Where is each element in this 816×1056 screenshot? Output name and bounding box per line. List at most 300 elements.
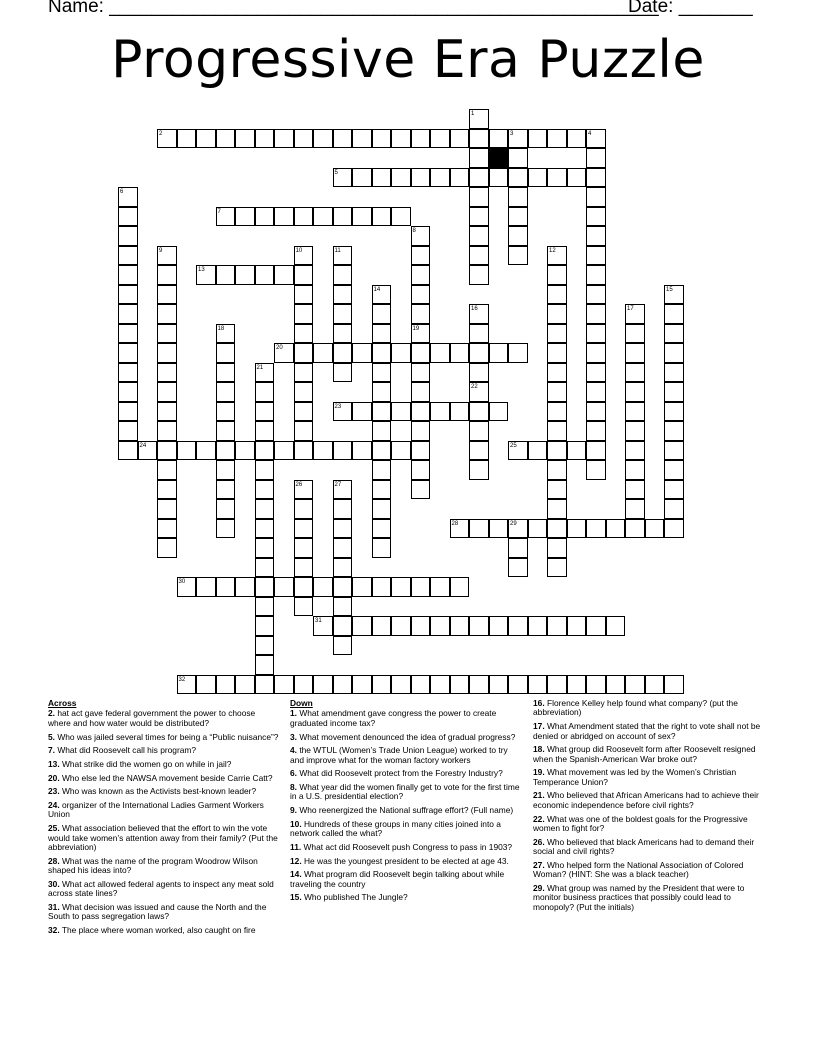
- grid-cell[interactable]: [664, 519, 684, 539]
- grid-cell[interactable]: [294, 441, 314, 461]
- grid-cell[interactable]: [411, 675, 431, 695]
- grid-cell[interactable]: [664, 675, 684, 695]
- grid-cell[interactable]: [489, 402, 509, 422]
- grid-cell[interactable]: [567, 675, 587, 695]
- grid-cell[interactable]: [469, 460, 489, 480]
- grid-cell[interactable]: [333, 441, 353, 461]
- grid-cell[interactable]: [625, 460, 645, 480]
- grid-cell[interactable]: [469, 129, 489, 149]
- grid-cell[interactable]: [157, 402, 177, 422]
- grid-cell[interactable]: [294, 285, 314, 305]
- grid-cell[interactable]: [352, 207, 372, 227]
- grid-cell[interactable]: [528, 519, 548, 539]
- grid-cell[interactable]: [235, 577, 255, 597]
- grid-cell[interactable]: [235, 129, 255, 149]
- grid-cell[interactable]: [118, 246, 138, 266]
- grid-cell[interactable]: [177, 675, 197, 695]
- grid-cell[interactable]: [411, 441, 431, 461]
- grid-cell[interactable]: [489, 616, 509, 636]
- grid-cell[interactable]: [255, 441, 275, 461]
- grid-cell[interactable]: [625, 382, 645, 402]
- grid-cell[interactable]: [469, 519, 489, 539]
- grid-cell[interactable]: [411, 402, 431, 422]
- grid-cell[interactable]: [391, 441, 411, 461]
- grid-cell[interactable]: [157, 246, 177, 266]
- grid-cell[interactable]: [469, 109, 489, 129]
- grid-cell[interactable]: [118, 324, 138, 344]
- grid-cell[interactable]: [411, 129, 431, 149]
- grid-cell[interactable]: [255, 363, 275, 383]
- grid-cell[interactable]: [567, 616, 587, 636]
- grid-cell[interactable]: [567, 519, 587, 539]
- grid-cell[interactable]: [547, 616, 567, 636]
- grid-cell[interactable]: [255, 577, 275, 597]
- grid-cell[interactable]: [547, 441, 567, 461]
- grid-cell[interactable]: [528, 129, 548, 149]
- grid-cell[interactable]: [411, 421, 431, 441]
- grid-cell[interactable]: [255, 675, 275, 695]
- grid-cell[interactable]: [664, 343, 684, 363]
- grid-cell[interactable]: [118, 441, 138, 461]
- grid-cell[interactable]: [664, 441, 684, 461]
- grid-cell[interactable]: [255, 597, 275, 617]
- grid-cell[interactable]: [118, 207, 138, 227]
- grid-cell[interactable]: [547, 168, 567, 188]
- grid-cell[interactable]: [625, 421, 645, 441]
- grid-cell[interactable]: [625, 363, 645, 383]
- grid-cell[interactable]: [352, 577, 372, 597]
- grid-cell[interactable]: [333, 616, 353, 636]
- grid-cell[interactable]: [508, 441, 528, 461]
- grid-cell[interactable]: [625, 304, 645, 324]
- grid-cell[interactable]: [274, 129, 294, 149]
- grid-cell[interactable]: [372, 363, 392, 383]
- grid-cell[interactable]: [294, 519, 314, 539]
- grid-cell[interactable]: [450, 129, 470, 149]
- grid-cell[interactable]: [313, 616, 333, 636]
- grid-cell[interactable]: [216, 324, 236, 344]
- grid-cell[interactable]: [469, 343, 489, 363]
- grid-cell[interactable]: [411, 363, 431, 383]
- grid-cell[interactable]: [177, 129, 197, 149]
- grid-cell[interactable]: [586, 129, 606, 149]
- grid-cell[interactable]: [450, 675, 470, 695]
- grid-cell[interactable]: [333, 324, 353, 344]
- grid-cell[interactable]: [372, 499, 392, 519]
- grid-cell[interactable]: [528, 441, 548, 461]
- grid-cell[interactable]: [586, 226, 606, 246]
- grid-cell[interactable]: [411, 616, 431, 636]
- grid-cell[interactable]: [255, 655, 275, 675]
- grid-cell[interactable]: [469, 324, 489, 344]
- grid-cell[interactable]: [625, 441, 645, 461]
- grid-cell[interactable]: [450, 402, 470, 422]
- grid-cell[interactable]: [469, 421, 489, 441]
- grid-cell[interactable]: [528, 168, 548, 188]
- grid-cell[interactable]: [586, 168, 606, 188]
- grid-cell[interactable]: [411, 265, 431, 285]
- grid-cell[interactable]: [547, 499, 567, 519]
- grid-cell[interactable]: [274, 207, 294, 227]
- grid-cell[interactable]: [118, 363, 138, 383]
- grid-cell[interactable]: [372, 402, 392, 422]
- grid-cell[interactable]: [372, 460, 392, 480]
- grid-cell[interactable]: [157, 129, 177, 149]
- grid-cell[interactable]: [352, 616, 372, 636]
- grid-cell[interactable]: [157, 324, 177, 344]
- grid-cell[interactable]: [508, 129, 528, 149]
- grid-cell[interactable]: [118, 285, 138, 305]
- grid-cell[interactable]: [274, 265, 294, 285]
- grid-cell[interactable]: [333, 538, 353, 558]
- grid-cell[interactable]: [216, 363, 236, 383]
- grid-cell[interactable]: [508, 675, 528, 695]
- grid-cell[interactable]: [352, 168, 372, 188]
- grid-cell[interactable]: [216, 421, 236, 441]
- grid-cell[interactable]: [430, 168, 450, 188]
- grid-cell[interactable]: [489, 168, 509, 188]
- grid-cell[interactable]: [196, 577, 216, 597]
- grid-cell[interactable]: [372, 577, 392, 597]
- grid-cell[interactable]: [333, 480, 353, 500]
- grid-cell[interactable]: [294, 343, 314, 363]
- grid-cell[interactable]: [294, 421, 314, 441]
- grid-cell[interactable]: [118, 187, 138, 207]
- grid-cell[interactable]: [391, 616, 411, 636]
- grid-cell[interactable]: [294, 402, 314, 422]
- grid-cell[interactable]: [372, 207, 392, 227]
- grid-cell[interactable]: [157, 421, 177, 441]
- grid-cell[interactable]: [606, 616, 626, 636]
- grid-cell[interactable]: [372, 343, 392, 363]
- grid-cell[interactable]: [508, 519, 528, 539]
- grid-cell[interactable]: [372, 538, 392, 558]
- grid-cell[interactable]: [586, 402, 606, 422]
- grid-cell[interactable]: [606, 519, 626, 539]
- grid-cell[interactable]: [411, 226, 431, 246]
- grid-cell[interactable]: [625, 675, 645, 695]
- grid-cell[interactable]: [586, 285, 606, 305]
- grid-cell[interactable]: [372, 168, 392, 188]
- grid-cell[interactable]: [216, 519, 236, 539]
- grid-cell[interactable]: [157, 285, 177, 305]
- grid-cell[interactable]: [586, 675, 606, 695]
- grid-cell[interactable]: [586, 207, 606, 227]
- grid-cell[interactable]: [255, 538, 275, 558]
- grid-cell[interactable]: [391, 168, 411, 188]
- grid-cell[interactable]: [664, 382, 684, 402]
- grid-cell[interactable]: [157, 441, 177, 461]
- grid-cell[interactable]: [333, 675, 353, 695]
- grid-cell[interactable]: [664, 304, 684, 324]
- grid-cell[interactable]: [294, 577, 314, 597]
- grid-cell[interactable]: [255, 402, 275, 422]
- grid-cell[interactable]: [586, 460, 606, 480]
- grid-cell[interactable]: [196, 129, 216, 149]
- grid-cell[interactable]: [411, 382, 431, 402]
- grid-cell[interactable]: [567, 441, 587, 461]
- grid-cell[interactable]: [177, 441, 197, 461]
- grid-cell[interactable]: [352, 343, 372, 363]
- grid-cell[interactable]: [313, 441, 333, 461]
- grid-cell[interactable]: [411, 480, 431, 500]
- grid-cell[interactable]: [313, 577, 333, 597]
- grid-cell[interactable]: [430, 675, 450, 695]
- grid-cell[interactable]: [352, 675, 372, 695]
- grid-cell[interactable]: [177, 577, 197, 597]
- grid-cell[interactable]: [216, 460, 236, 480]
- grid-cell[interactable]: [489, 343, 509, 363]
- grid-cell[interactable]: [255, 558, 275, 578]
- grid-cell[interactable]: [391, 129, 411, 149]
- grid-cell[interactable]: [586, 148, 606, 168]
- grid-cell[interactable]: [372, 285, 392, 305]
- grid-cell[interactable]: [255, 382, 275, 402]
- grid-cell[interactable]: [625, 343, 645, 363]
- grid-cell[interactable]: [216, 207, 236, 227]
- grid-cell[interactable]: [547, 343, 567, 363]
- grid-cell[interactable]: [216, 675, 236, 695]
- grid-cell[interactable]: [157, 363, 177, 383]
- grid-cell[interactable]: [157, 480, 177, 500]
- grid-cell[interactable]: [450, 577, 470, 597]
- grid-cell[interactable]: [664, 421, 684, 441]
- grid-cell[interactable]: [450, 168, 470, 188]
- grid-cell[interactable]: [586, 324, 606, 344]
- grid-cell[interactable]: [118, 382, 138, 402]
- grid-cell[interactable]: [547, 285, 567, 305]
- grid-cell[interactable]: [489, 129, 509, 149]
- grid-cell[interactable]: [450, 519, 470, 539]
- grid-cell[interactable]: [274, 343, 294, 363]
- grid-cell[interactable]: [352, 402, 372, 422]
- grid-cell[interactable]: [196, 675, 216, 695]
- grid-cell[interactable]: [372, 441, 392, 461]
- grid-cell[interactable]: [235, 265, 255, 285]
- grid-cell[interactable]: [430, 577, 450, 597]
- grid-cell[interactable]: [664, 285, 684, 305]
- grid-cell[interactable]: [372, 324, 392, 344]
- grid-cell[interactable]: [372, 519, 392, 539]
- grid-cell[interactable]: [216, 343, 236, 363]
- grid-cell[interactable]: [391, 675, 411, 695]
- grid-cell[interactable]: [333, 519, 353, 539]
- grid-cell[interactable]: [255, 519, 275, 539]
- grid-cell[interactable]: [157, 519, 177, 539]
- grid-cell[interactable]: [411, 577, 431, 597]
- grid-cell[interactable]: [508, 616, 528, 636]
- grid-cell[interactable]: [313, 675, 333, 695]
- grid-cell[interactable]: [430, 129, 450, 149]
- grid-cell[interactable]: [216, 441, 236, 461]
- grid-cell[interactable]: [118, 265, 138, 285]
- grid-cell[interactable]: [333, 265, 353, 285]
- grid-cell[interactable]: [469, 168, 489, 188]
- grid-cell[interactable]: [255, 616, 275, 636]
- grid-cell[interactable]: [489, 519, 509, 539]
- grid-cell[interactable]: [157, 460, 177, 480]
- grid-cell[interactable]: [372, 675, 392, 695]
- grid-cell[interactable]: [606, 675, 626, 695]
- grid-cell[interactable]: [586, 363, 606, 383]
- grid-cell[interactable]: [313, 343, 333, 363]
- grid-cell[interactable]: [216, 382, 236, 402]
- grid-cell[interactable]: [586, 265, 606, 285]
- grid-cell[interactable]: [664, 363, 684, 383]
- grid-cell[interactable]: [469, 304, 489, 324]
- grid-cell[interactable]: [138, 441, 158, 461]
- grid-cell[interactable]: [157, 382, 177, 402]
- grid-cell[interactable]: [586, 187, 606, 207]
- grid-cell[interactable]: [118, 343, 138, 363]
- grid-cell[interactable]: [469, 363, 489, 383]
- grid-cell[interactable]: [391, 207, 411, 227]
- grid-cell[interactable]: [625, 519, 645, 539]
- grid-cell[interactable]: [625, 499, 645, 519]
- name-field[interactable]: Name: ____________________________________________________: [48, 0, 659, 17]
- grid-cell[interactable]: [547, 675, 567, 695]
- grid-cell[interactable]: [547, 519, 567, 539]
- grid-cell[interactable]: [294, 363, 314, 383]
- grid-cell[interactable]: [294, 246, 314, 266]
- grid-cell[interactable]: [235, 207, 255, 227]
- grid-cell[interactable]: [508, 558, 528, 578]
- grid-cell[interactable]: [547, 324, 567, 344]
- grid-cell[interactable]: [333, 499, 353, 519]
- grid-cell[interactable]: [216, 265, 236, 285]
- grid-cell[interactable]: [372, 382, 392, 402]
- grid-cell[interactable]: [333, 285, 353, 305]
- grid-cell[interactable]: [547, 402, 567, 422]
- grid-cell[interactable]: [547, 363, 567, 383]
- grid-cell[interactable]: [372, 304, 392, 324]
- grid-cell[interactable]: [313, 129, 333, 149]
- grid-cell[interactable]: [508, 538, 528, 558]
- grid-cell[interactable]: [586, 616, 606, 636]
- grid-cell[interactable]: [333, 304, 353, 324]
- grid-cell[interactable]: [333, 363, 353, 383]
- grid-cell[interactable]: [411, 168, 431, 188]
- grid-cell[interactable]: [255, 265, 275, 285]
- grid-cell[interactable]: [255, 636, 275, 656]
- grid-cell[interactable]: [294, 499, 314, 519]
- grid-cell[interactable]: [352, 441, 372, 461]
- grid-cell[interactable]: [235, 441, 255, 461]
- grid-cell[interactable]: [645, 675, 665, 695]
- grid-cell[interactable]: [508, 226, 528, 246]
- grid-cell[interactable]: [294, 265, 314, 285]
- grid-cell[interactable]: [508, 207, 528, 227]
- grid-cell[interactable]: [508, 187, 528, 207]
- grid-cell[interactable]: [157, 343, 177, 363]
- grid-cell[interactable]: [333, 577, 353, 597]
- grid-cell[interactable]: [255, 460, 275, 480]
- grid-cell[interactable]: [411, 324, 431, 344]
- grid-cell[interactable]: [294, 207, 314, 227]
- grid-cell[interactable]: [157, 538, 177, 558]
- grid-cell[interactable]: [333, 246, 353, 266]
- grid-cell[interactable]: [567, 168, 587, 188]
- grid-cell[interactable]: [216, 480, 236, 500]
- grid-cell[interactable]: [216, 577, 236, 597]
- grid-cell[interactable]: [469, 246, 489, 266]
- grid-cell[interactable]: [313, 207, 333, 227]
- grid-cell[interactable]: [333, 343, 353, 363]
- grid-cell[interactable]: [547, 265, 567, 285]
- grid-cell[interactable]: [547, 382, 567, 402]
- grid-cell[interactable]: [508, 148, 528, 168]
- grid-cell[interactable]: [664, 460, 684, 480]
- grid-cell[interactable]: [411, 460, 431, 480]
- grid-cell[interactable]: [333, 597, 353, 617]
- grid-cell[interactable]: [196, 265, 216, 285]
- grid-cell[interactable]: [294, 382, 314, 402]
- grid-cell[interactable]: [430, 616, 450, 636]
- grid-cell[interactable]: [411, 343, 431, 363]
- grid-cell[interactable]: [333, 402, 353, 422]
- grid-cell[interactable]: [508, 168, 528, 188]
- grid-cell[interactable]: [547, 480, 567, 500]
- grid-cell[interactable]: [372, 129, 392, 149]
- grid-cell[interactable]: [294, 538, 314, 558]
- grid-cell[interactable]: [469, 616, 489, 636]
- grid-cell[interactable]: [157, 265, 177, 285]
- grid-cell[interactable]: [469, 226, 489, 246]
- grid-cell[interactable]: [333, 636, 353, 656]
- grid-cell[interactable]: [157, 499, 177, 519]
- grid-cell[interactable]: [547, 246, 567, 266]
- grid-cell[interactable]: [235, 675, 255, 695]
- grid-cell[interactable]: [391, 577, 411, 597]
- grid-cell[interactable]: [274, 577, 294, 597]
- grid-cell[interactable]: [469, 441, 489, 461]
- grid-cell[interactable]: [625, 480, 645, 500]
- grid-cell[interactable]: [586, 421, 606, 441]
- grid-cell[interactable]: [450, 616, 470, 636]
- grid-cell[interactable]: [547, 421, 567, 441]
- grid-cell[interactable]: [255, 207, 275, 227]
- grid-cell[interactable]: [469, 187, 489, 207]
- grid-cell[interactable]: [586, 382, 606, 402]
- grid-cell[interactable]: [196, 441, 216, 461]
- grid-cell[interactable]: [528, 616, 548, 636]
- grid-cell[interactable]: [411, 285, 431, 305]
- grid-cell[interactable]: [567, 129, 587, 149]
- grid-cell[interactable]: [547, 460, 567, 480]
- grid-cell[interactable]: [469, 148, 489, 168]
- grid-cell[interactable]: [216, 402, 236, 422]
- grid-cell[interactable]: [294, 675, 314, 695]
- grid-cell[interactable]: [255, 421, 275, 441]
- grid-cell[interactable]: [586, 246, 606, 266]
- grid-cell[interactable]: [586, 304, 606, 324]
- grid-cell[interactable]: [586, 519, 606, 539]
- grid-cell[interactable]: [255, 499, 275, 519]
- grid-cell[interactable]: [216, 129, 236, 149]
- grid-cell[interactable]: [333, 168, 353, 188]
- grid-cell[interactable]: [352, 129, 372, 149]
- grid-cell[interactable]: [255, 129, 275, 149]
- grid-cell[interactable]: [469, 382, 489, 402]
- grid-cell[interactable]: [547, 558, 567, 578]
- grid-cell[interactable]: [547, 538, 567, 558]
- grid-cell[interactable]: [430, 343, 450, 363]
- grid-cell[interactable]: [411, 246, 431, 266]
- grid-cell[interactable]: [586, 441, 606, 461]
- grid-cell[interactable]: [157, 304, 177, 324]
- grid-cell[interactable]: [469, 675, 489, 695]
- grid-cell[interactable]: [333, 207, 353, 227]
